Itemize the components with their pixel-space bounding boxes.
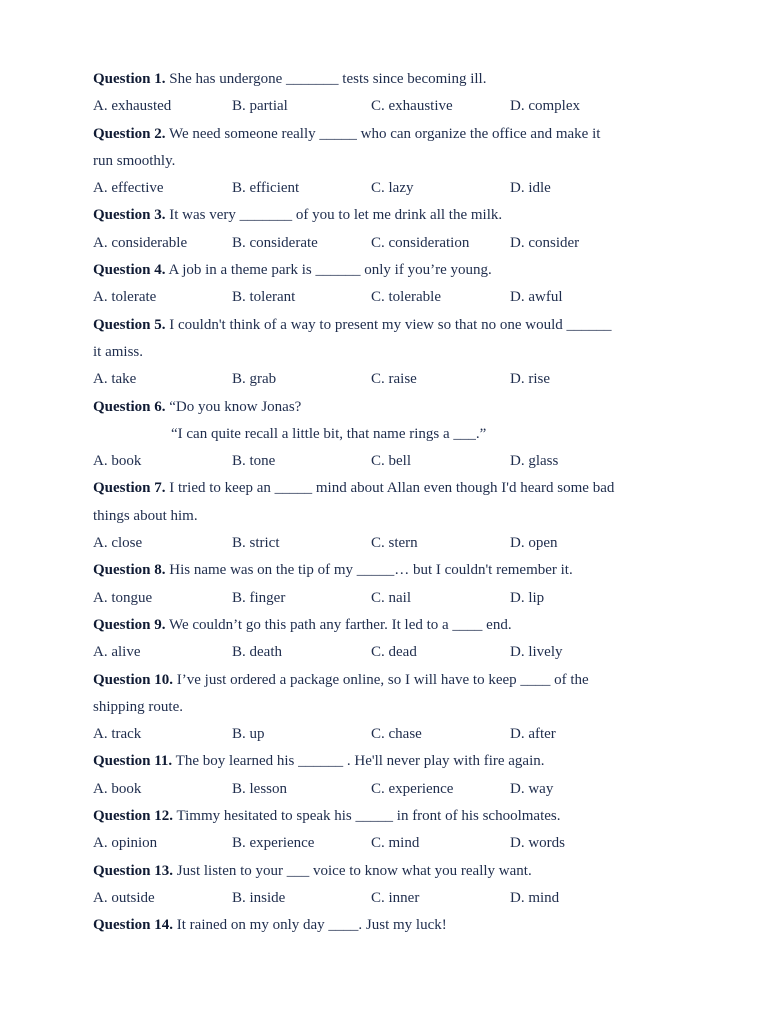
question-continuation-line — [93, 421, 693, 448]
question-stem-line — [93, 257, 693, 284]
question-stem-line — [93, 612, 693, 639]
question-stem-line — [93, 394, 693, 421]
answer-option-d: D. idle — [510, 180, 551, 197]
question-number: Question 14. — [93, 917, 174, 934]
answer-option-b: B. inside — [232, 889, 286, 906]
question-text: I couldn't think of a way to present my view so that no one would ______ — [165, 316, 612, 333]
question-text: “Do you know Jonas? — [165, 398, 302, 415]
question-text: It was very _______ of you to let me drink all the milk. — [165, 207, 503, 224]
answer-option-c: C. mind — [371, 835, 420, 852]
question-number: Question 3. — [93, 207, 166, 224]
answer-option-b: B. grab — [232, 371, 277, 388]
question-number: Question 5. — [93, 316, 166, 333]
question-block — [93, 475, 693, 557]
answer-option-b: B. efficient — [232, 180, 300, 197]
question-block — [93, 202, 693, 257]
question-text: “I can quite recall a little bit, that name rings a ___.” — [171, 425, 487, 442]
question-text: A job in a theme park is ______ only if you’re young. — [165, 262, 492, 279]
answer-option-a: A. tongue — [93, 589, 153, 606]
answer-options-row — [93, 721, 693, 748]
answer-option-b: B. up — [232, 726, 265, 743]
answer-options-row — [93, 175, 693, 202]
answer-option-a: A. alive — [93, 644, 141, 661]
question-stem-line — [93, 667, 693, 694]
question-block — [93, 612, 693, 667]
question-continuation-line — [93, 503, 693, 530]
question-block — [93, 257, 693, 312]
question-block — [93, 557, 693, 612]
answer-option-b: B. partial — [232, 98, 288, 115]
answer-option-b: B. experience — [232, 835, 315, 852]
question-number: Question 2. — [93, 125, 166, 142]
question-block — [93, 803, 693, 858]
question-stem-line — [93, 312, 693, 339]
answer-option-d: D. rise — [510, 371, 550, 388]
answer-option-a: A. book — [93, 453, 142, 470]
question-stem-line — [93, 121, 693, 148]
answer-option-d: D. words — [510, 835, 565, 852]
question-number: Question 7. — [93, 480, 166, 497]
question-number: Question 10. — [93, 671, 174, 688]
answer-option-b: B. lesson — [232, 780, 288, 797]
answer-option-c: C. stern — [371, 535, 418, 552]
question-block — [93, 912, 693, 939]
question-text: It rained on my only day ____. Just my luck! — [173, 917, 447, 934]
question-block — [93, 748, 693, 803]
question-stem-line — [93, 66, 693, 93]
question-block — [93, 121, 693, 203]
answer-option-c: C. nail — [371, 589, 411, 606]
question-text: She has undergone _______ tests since becoming ill. — [165, 71, 487, 87]
answer-option-d: D. after — [510, 726, 556, 743]
answer-option-a: A. track — [93, 726, 142, 743]
question-block — [93, 312, 693, 394]
answer-option-d: D. awful — [510, 289, 563, 306]
question-stem-line — [93, 202, 693, 229]
answer-option-c: C. inner — [371, 889, 420, 906]
answer-options-row — [93, 366, 693, 393]
answer-options-row — [93, 284, 693, 311]
question-text: things about him. — [93, 507, 198, 524]
question-text: His name was on the tip of my _____… but I couldn't remember it. — [165, 562, 573, 579]
question-number: Question 6. — [93, 398, 166, 415]
question-number: Question 13. — [93, 862, 174, 879]
answer-options-row — [93, 530, 693, 557]
answer-options-row — [93, 830, 693, 857]
answer-option-a: A. take — [93, 371, 137, 388]
question-text: We couldn’t go this path any farther. It led to a ____ end. — [165, 616, 512, 633]
answer-option-b: B. finger — [232, 589, 286, 606]
question-text: shipping route. — [93, 698, 183, 715]
answer-option-b: B. death — [232, 644, 282, 661]
answer-option-c: C. experience — [371, 780, 454, 797]
answer-option-b: B. tolerant — [232, 289, 296, 306]
answer-option-d: D. open — [510, 535, 558, 552]
question-text: run smoothly. — [93, 152, 176, 169]
answer-options-row — [93, 885, 693, 912]
answer-option-c: C. consideration — [371, 234, 470, 251]
question-number: Question 9. — [93, 616, 166, 633]
answer-options-row — [93, 448, 693, 475]
answer-option-d: D. complex — [510, 98, 580, 115]
answer-option-b: B. strict — [232, 535, 280, 552]
answer-options-row — [93, 585, 693, 612]
question-text: We need someone really _____ who can organize the office and make it — [165, 125, 601, 142]
question-block — [93, 858, 693, 913]
question-block — [93, 66, 693, 121]
question-stem-line — [93, 912, 693, 939]
answer-option-a: A. considerable — [93, 234, 188, 251]
question-continuation-line — [93, 694, 693, 721]
answer-option-c: C. bell — [371, 453, 411, 470]
question-text: I tried to keep an _____ mind about Allan even though I'd heard some bad — [165, 480, 615, 497]
answer-option-a: A. tolerate — [93, 289, 157, 306]
answer-option-c: C. raise — [371, 371, 417, 388]
answer-option-c: C. exhaustive — [371, 98, 453, 115]
answer-option-a: A. effective — [93, 180, 164, 197]
question-text: it amiss. — [93, 343, 144, 360]
question-list — [93, 66, 693, 940]
answer-options-row — [93, 230, 693, 257]
answer-option-c: C. tolerable — [371, 289, 441, 306]
question-continuation-line — [93, 339, 693, 366]
question-text: Timmy hesitated to speak his _____ in front of his schoolmates. — [173, 808, 561, 825]
answer-options-row — [93, 776, 693, 803]
question-block — [93, 667, 693, 749]
worksheet-page — [93, 66, 693, 940]
answer-option-b: B. tone — [232, 453, 276, 470]
answer-option-d: D. lively — [510, 644, 563, 661]
answer-option-c: C. lazy — [371, 180, 414, 197]
answer-option-d: D. glass — [510, 453, 559, 470]
question-stem-line — [93, 858, 693, 885]
answer-option-a: A. close — [93, 535, 143, 552]
question-text: Just listen to your ___ voice to know what you really want. — [173, 862, 532, 879]
question-text: The boy learned his ______ . He'll never play with fire again. — [172, 753, 545, 770]
question-stem-line — [93, 475, 693, 502]
answer-option-d: D. consider — [510, 234, 580, 251]
question-number: Question 1. — [93, 71, 166, 87]
answer-option-d: D. lip — [510, 589, 545, 606]
question-stem-line — [93, 748, 693, 775]
question-number: Question 8. — [93, 562, 166, 579]
question-number: Question 12. — [93, 808, 174, 825]
answer-option-d: D. way — [510, 780, 554, 797]
question-continuation-line — [93, 148, 693, 175]
answer-options-row — [93, 93, 693, 120]
answer-option-a: A. exhausted — [93, 98, 172, 115]
question-text: I’ve just ordered a package online, so I will have to keep ____ of the — [173, 671, 589, 688]
question-stem-line — [93, 803, 693, 830]
question-number: Question 4. — [93, 262, 166, 279]
answer-option-a: A. book — [93, 780, 142, 797]
answer-options-row — [93, 639, 693, 666]
answer-option-d: D. mind — [510, 889, 560, 906]
answer-option-c: C. dead — [371, 644, 417, 661]
question-stem-line — [93, 557, 693, 584]
question-block — [93, 394, 693, 476]
answer-option-a: A. outside — [93, 889, 155, 906]
answer-option-a: A. opinion — [93, 835, 158, 852]
question-number: Question 11. — [93, 753, 173, 770]
answer-option-b: B. considerate — [232, 234, 318, 251]
answer-option-c: C. chase — [371, 726, 422, 743]
